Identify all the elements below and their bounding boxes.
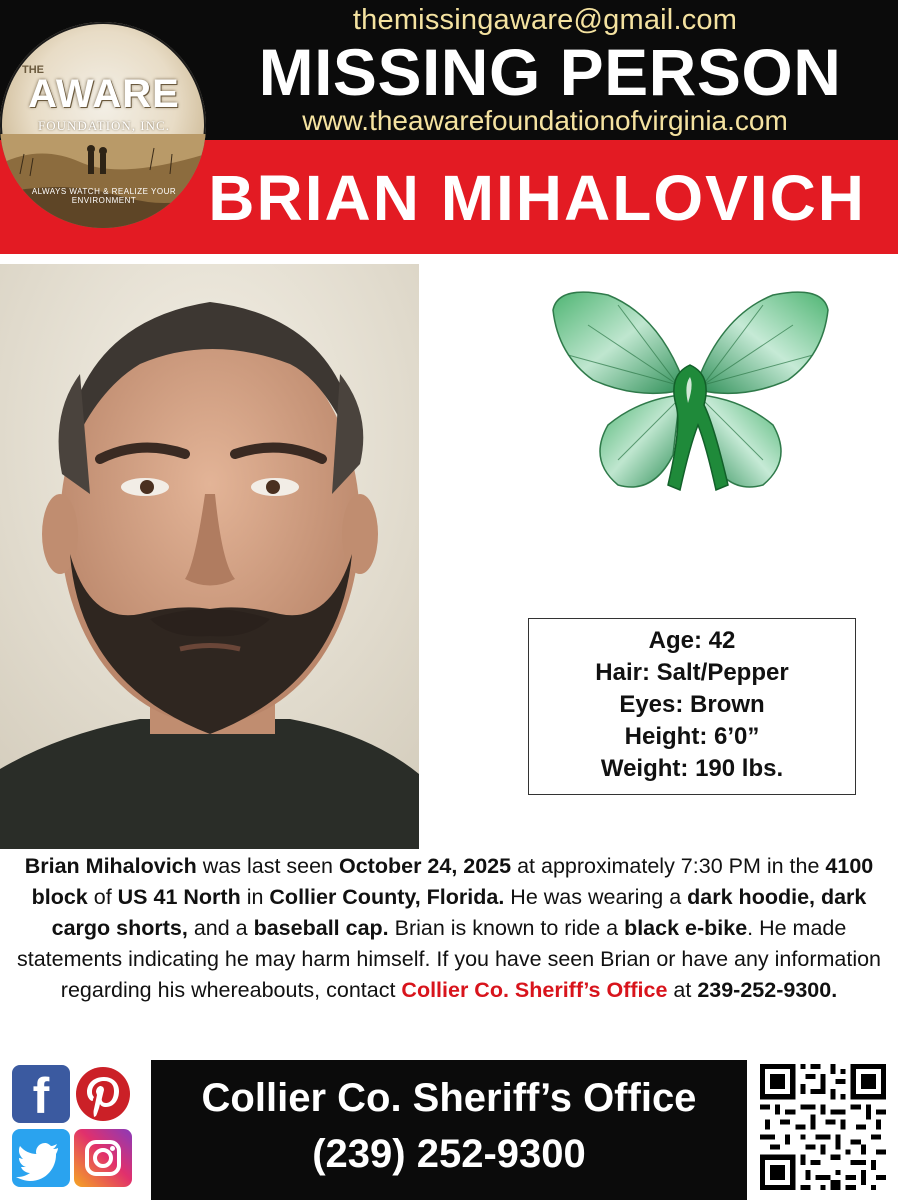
- desc-text: Brian is known to ride a: [388, 916, 625, 940]
- logo-tagline: ALWAYS WATCH & REALIZE YOUR ENVIRONMENT: [31, 187, 177, 205]
- desc-text: He was wearing a: [504, 885, 688, 909]
- desc-sheriff-office: Collier Co. Sheriff’s Office: [401, 978, 668, 1002]
- logo-foundation-text: FOUNDATION, INC.: [38, 118, 170, 133]
- instagram-icon[interactable]: [74, 1129, 132, 1187]
- pinterest-icon[interactable]: [74, 1065, 132, 1123]
- eyes-stat: Eyes: Brown: [619, 691, 765, 718]
- desc-bike: black e-bike: [624, 916, 748, 940]
- desc-county: Collier County, Florida.: [269, 885, 505, 909]
- age-stat: Age: 42: [648, 627, 736, 654]
- butterfly-ribbon-graphic: [548, 285, 833, 500]
- missing-person-name: BRIAN MIHALOVICH: [208, 162, 866, 234]
- desc-road: US 41 North: [117, 885, 241, 909]
- logo-scene-illustration: [0, 134, 206, 228]
- footer-contact-bar: [151, 1060, 747, 1200]
- desc-text: at: [667, 978, 698, 1002]
- footer-phone[interactable]: (239) 252-9300: [312, 1132, 586, 1176]
- hair-stat: Hair: Salt/Pepper: [595, 659, 789, 686]
- desc-phone: 239-252-9300.: [697, 978, 838, 1002]
- desc-name: Brian Mihalovich: [24, 854, 197, 878]
- social-icons: [10, 1063, 138, 1191]
- desc-cap: baseball cap.: [253, 916, 389, 940]
- desc-text: was last seen: [196, 854, 339, 878]
- desc-text: . He made statements indicating he may harm himself. If you have seen Brian or have any information regarding his whereabouts, contact: [16, 916, 882, 1002]
- poster-title: MISSING PERSON: [258, 35, 842, 109]
- twitter-icon[interactable]: [12, 1129, 70, 1187]
- desc-text: of: [87, 885, 118, 909]
- logo-the-text: THE: [22, 64, 44, 76]
- website-url: www.theawarefoundationofvirginia.com: [302, 105, 788, 136]
- footer-office-name: Collier Co. Sheriff’s Office: [201, 1076, 697, 1120]
- contact-email: themissingaware@gmail.com: [352, 4, 738, 36]
- height-stat: Height: 6’0”: [624, 723, 760, 750]
- facebook-icon[interactable]: f: [12, 1065, 70, 1123]
- desc-date: October 24, 2025: [339, 854, 512, 878]
- aware-foundation-logo: [0, 22, 206, 228]
- physical-description-box: [528, 618, 856, 795]
- desc-block: 4100 block: [31, 854, 874, 909]
- desc-text: and a: [187, 916, 254, 940]
- person-photo: [0, 264, 419, 849]
- desc-clothes: dark hoodie, dark cargo shorts,: [51, 885, 867, 940]
- case-description: [8, 851, 890, 1006]
- weight-stat: Weight: 190 lbs.: [600, 755, 784, 782]
- logo-aware-text: AWARE: [28, 72, 180, 116]
- desc-text: at approximately 7:30 PM in the: [511, 854, 826, 878]
- desc-text: in: [240, 885, 270, 909]
- qr-code[interactable]: [760, 1064, 886, 1190]
- person-portrait-illustration: [0, 264, 419, 849]
